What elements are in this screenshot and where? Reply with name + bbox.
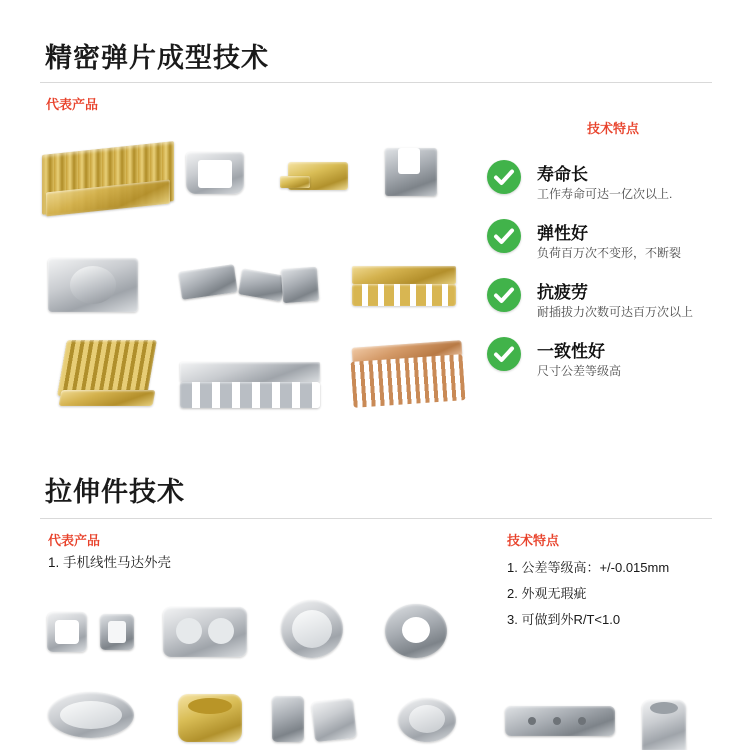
product-image-bracket-bent-cut (398, 148, 420, 174)
feature-title: 弹性好 (537, 224, 588, 243)
product-image-bar-hole-2 (553, 717, 561, 725)
product-image-terminal-fork-tail (280, 176, 310, 188)
product-image-copper-comb-teeth (351, 354, 466, 408)
section2-feature-item-2: 3. 可做到外R/T<1.0 (507, 612, 621, 627)
divider-middle (40, 518, 712, 519)
product-image-rect-shell-hole-left (176, 618, 202, 644)
product-image-round-cap-inner (409, 705, 445, 733)
product-image-gold-terminal-array (352, 266, 456, 284)
product-image-bar-hole-3 (578, 717, 586, 725)
product-image-terminal-strip-silver (180, 362, 320, 382)
section1-products-label: 代表产品 (46, 97, 99, 112)
feature-desc: 耐插拔力次数可达百万次以上 (537, 305, 694, 319)
section-title-stretch-parts: 拉伸件技术 (45, 477, 185, 507)
section-title-spring-forming: 精密弹片成型技术 (45, 43, 269, 73)
product-image-clip-u-shape-1-inner (198, 160, 232, 188)
feature-desc: 负荷百万次不变形，不断裂 (537, 246, 682, 260)
section2-feature-item-0: 1. 公差等级高：+/-0.015mm (507, 560, 670, 575)
product-image-rect-shell-hole-right (208, 618, 234, 644)
product-image-small-can-2 (311, 698, 357, 742)
product-image-tube-bore (650, 702, 678, 714)
feature-title: 寿命长 (537, 165, 588, 184)
section2-features-label: 技术特点 (507, 533, 560, 548)
product-image-shield-frame-dome (70, 266, 116, 304)
divider-top (40, 82, 712, 83)
product-image-gold-comb-base (59, 390, 156, 406)
section1-features-label: 技术特点 (587, 121, 640, 136)
product-image-square-shell-1-cavity (55, 620, 79, 644)
product-image-terminal-strip-pins (180, 382, 320, 408)
product-image-round-cup-2-hole (402, 617, 430, 643)
product-image-bar-hole-1 (528, 717, 536, 725)
feature-desc: 尺寸公差等级高 (537, 364, 622, 378)
check-circle-icon (487, 219, 521, 253)
product-image-square-shell-2-cavity (108, 621, 126, 643)
product-image-round-cup-1-inner (292, 610, 332, 648)
check-circle-icon (487, 337, 521, 371)
check-circle-icon (487, 160, 521, 194)
feature-desc: 工作寿命可达一亿次以上. (537, 187, 673, 201)
section2-products-label: 代表产品 (48, 533, 101, 548)
product-image-gold-terminal-pins (352, 284, 456, 306)
feature-title: 一致性好 (537, 342, 605, 361)
section2-product-item-0: 1. 手机线性马达外壳 (48, 555, 172, 570)
product-image-brass-ring-bore (188, 698, 232, 714)
product-image-contact-spring-1 (178, 264, 237, 300)
section2-feature-item-1: 2. 外观无瑕疵 (507, 586, 587, 601)
product-image-contact-spring-3 (281, 267, 319, 303)
check-circle-icon (487, 278, 521, 312)
feature-title: 抗疲劳 (537, 283, 588, 302)
product-image-oval-shell-inner (60, 701, 122, 729)
product-image-small-can-1 (272, 696, 304, 742)
product-image-gold-comb-large (57, 340, 157, 396)
product-image-contact-spring-2 (238, 268, 286, 301)
